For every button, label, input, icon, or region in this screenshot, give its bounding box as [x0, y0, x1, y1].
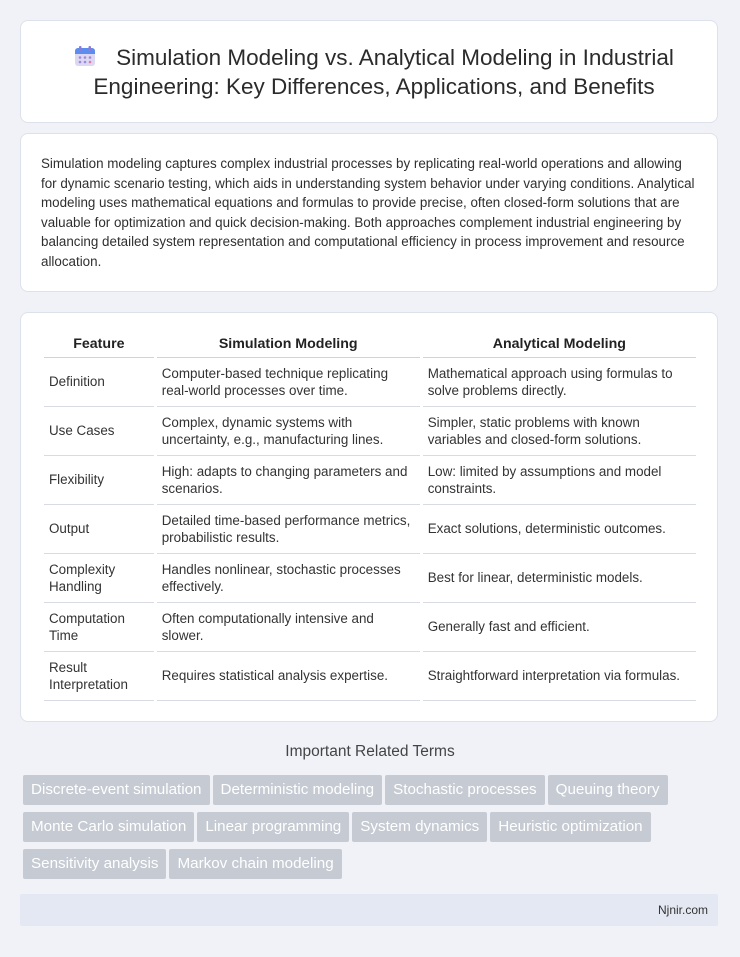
- row-simulation: Handles nonlinear, stochastic processes effectively.: [157, 554, 420, 603]
- comparison-table: [41, 331, 699, 701]
- header-feature: Feature: [44, 331, 154, 358]
- related-term-tag[interactable]: Queuing theory: [548, 775, 668, 805]
- related-term-tag[interactable]: Stochastic processes: [385, 775, 545, 805]
- table-row: [44, 407, 696, 456]
- page-title-block: [51, 43, 697, 101]
- row-analytical: Straightforward interpretation via formulas.: [423, 652, 696, 701]
- row-simulation: Often computationally intensive and slower.: [157, 603, 420, 652]
- related-term-tag[interactable]: Discrete-event simulation: [23, 775, 210, 805]
- row-feature: Flexibility: [44, 456, 154, 505]
- row-feature: Computation Time: [44, 603, 154, 652]
- row-analytical: Low: limited by assumptions and model constraints.: [423, 456, 696, 505]
- related-term-tag[interactable]: Deterministic modeling: [213, 775, 383, 805]
- row-simulation: Requires statistical analysis expertise.: [157, 652, 420, 701]
- related-term-tag[interactable]: Heuristic optimization: [490, 812, 650, 842]
- related-terms-list: [23, 775, 723, 886]
- calendar-icon: [74, 45, 96, 67]
- table-row: [44, 652, 696, 701]
- header-analytical: Analytical Modeling: [423, 331, 696, 358]
- row-feature: Definition: [44, 358, 154, 407]
- row-simulation: Detailed time-based performance metrics, probabilistic results.: [157, 505, 420, 554]
- table-row: [44, 456, 696, 505]
- table-row: [44, 554, 696, 603]
- footer-bar: [20, 894, 718, 926]
- row-analytical: Simpler, static problems with known variables and closed-form solutions.: [423, 407, 696, 456]
- row-analytical: Mathematical approach using formulas to solve problems directly.: [423, 358, 696, 407]
- row-analytical: Exact solutions, deterministic outcomes.: [423, 505, 696, 554]
- table-row: [44, 358, 696, 407]
- related-term-tag[interactable]: Markov chain modeling: [169, 849, 341, 879]
- related-term-tag[interactable]: Monte Carlo simulation: [23, 812, 194, 842]
- related-term-tag[interactable]: Sensitivity analysis: [23, 849, 166, 879]
- intro-paragraph: Simulation modeling captures complex industrial processes by replicating real-world operations and allowing for dynamic scenario testing, which aids in understanding system behavior under varying conditions. Analytical modeling uses mathematical equations and formulas to provide precise, often closed-form solutions that are valuable for optimization and quick decision-making. Both approaches complement industrial engineering by balancing detailed system representation and computational efficiency in process improvement and resource allocation.: [41, 156, 695, 269]
- table-header-row: [44, 331, 696, 358]
- row-analytical: Generally fast and efficient.: [423, 603, 696, 652]
- row-feature: Result Interpretation: [44, 652, 154, 701]
- title-card: [20, 20, 718, 123]
- comparison-table-card: [20, 312, 718, 722]
- table-row: [44, 505, 696, 554]
- row-simulation: High: adapts to changing parameters and scenarios.: [157, 456, 420, 505]
- intro-card: [20, 133, 718, 292]
- row-feature: Complexity Handling: [44, 554, 154, 603]
- related-terms-heading: Important Related Terms: [285, 743, 455, 760]
- row-analytical: Best for linear, deterministic models.: [423, 554, 696, 603]
- page-title: Simulation Modeling vs. Analytical Modeling in Industrial Engineering: Key Differences, Applications, and Benefits: [93, 45, 674, 99]
- row-feature: Use Cases: [44, 407, 154, 456]
- table-row: [44, 603, 696, 652]
- related-term-tag[interactable]: Linear programming: [197, 812, 349, 842]
- footer-site-link[interactable]: Njnir.com: [657, 903, 708, 917]
- row-feature: Output: [44, 505, 154, 554]
- row-simulation: Complex, dynamic systems with uncertainty, e.g., manufacturing lines.: [157, 407, 420, 456]
- related-term-tag[interactable]: System dynamics: [352, 812, 487, 842]
- header-simulation: Simulation Modeling: [157, 331, 420, 358]
- row-simulation: Computer-based technique replicating real-world processes over time.: [157, 358, 420, 407]
